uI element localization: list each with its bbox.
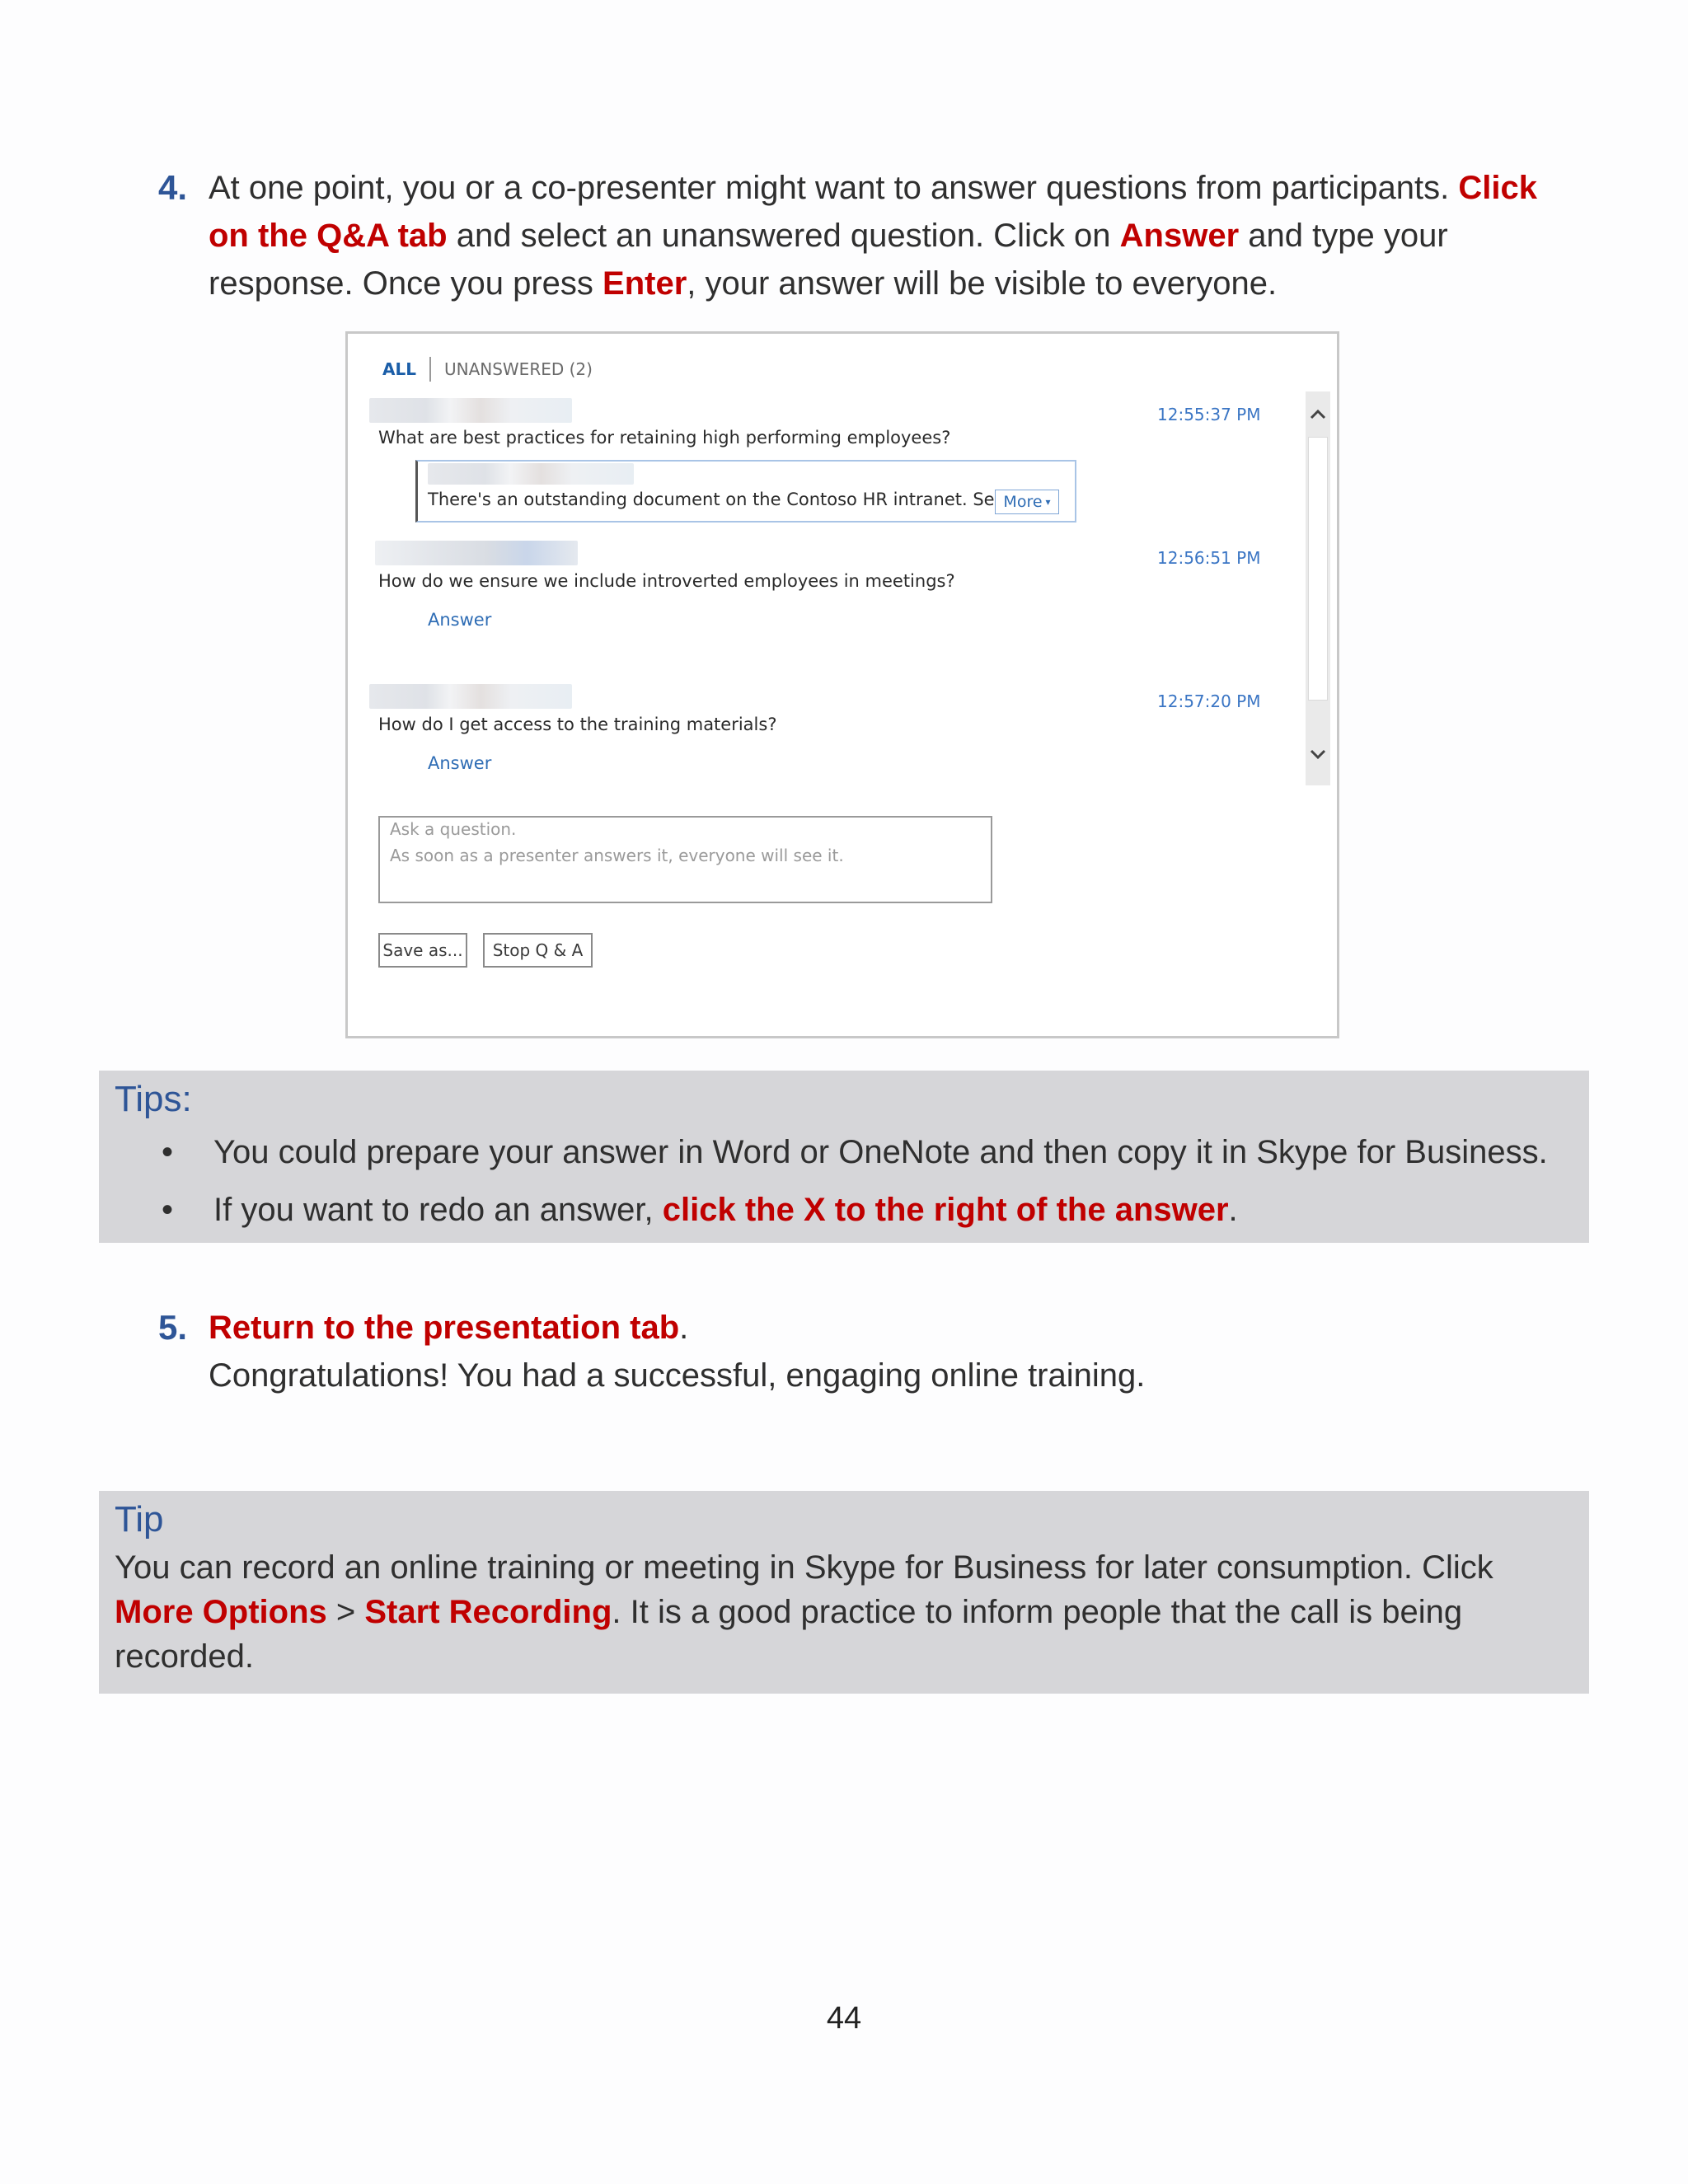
tab-divider: [429, 357, 431, 382]
blurred-name: [375, 541, 578, 565]
question-timestamp: 12:56:51 PM: [1157, 548, 1261, 568]
step-text: .: [679, 1310, 689, 1346]
tip-heading: Tip: [115, 1499, 164, 1540]
emphasis-qa-tab: Click on the Q&A tab: [209, 170, 1537, 254]
tips-heading: Tips:: [115, 1079, 192, 1119]
answer-entry: [415, 460, 1076, 523]
answer-link[interactable]: Answer: [428, 610, 492, 630]
question-text: How do we ensure we include introverted employees in meetings?: [378, 571, 955, 591]
step-text: and type your response. Once you press: [209, 218, 1448, 302]
tip-paragraph: [115, 1545, 1573, 1679]
emphasis-more-options: More Options: [115, 1594, 327, 1630]
bullet-dot: •: [162, 1192, 174, 1228]
emphasis-return-tab: Return to the presentation tab: [209, 1310, 680, 1346]
emphasis-start-recording: Start Recording: [364, 1594, 612, 1630]
tab-all[interactable]: ALL: [382, 359, 416, 379]
question-text: How do I get access to the training materials?: [378, 715, 777, 734]
tip-text: >: [326, 1594, 365, 1630]
answer-text: There's an outstanding document on the Contoso HR intranet. Se: [428, 490, 995, 509]
question-timestamp: 12:55:37 PM: [1157, 405, 1261, 424]
scroll-track[interactable]: [1308, 437, 1328, 701]
bullet-text-part: If you want to redo an answer,: [213, 1192, 663, 1228]
chevron-down-icon: [1309, 748, 1327, 760]
step-5-text: [209, 1304, 1559, 1399]
ask-placeholder-line-1: Ask a question.: [390, 819, 517, 839]
bullet-text: [213, 1189, 1238, 1230]
ask-placeholder-line-2: As soon as a presenter answers it, everyone will see it.: [390, 846, 844, 865]
step-number: 4.: [158, 168, 188, 207]
stop-qa-button[interactable]: Stop Q & A: [483, 933, 593, 968]
qa-tabs: [382, 357, 593, 382]
chevron-up-icon: [1309, 409, 1327, 420]
question-text: What are best practices for retaining high performing employees?: [378, 428, 951, 448]
bullet-text-part: .: [1228, 1192, 1238, 1228]
save-as-button[interactable]: Save as...: [378, 933, 467, 968]
blurred-name: [369, 398, 572, 423]
emphasis-answer: Answer: [1119, 218, 1240, 254]
more-button[interactable]: [995, 490, 1059, 514]
ask-question-input[interactable]: [378, 816, 992, 903]
step-4-text: [209, 164, 1559, 307]
tip-text: You can record an online training or meeting in Skype for Business for later consumption. Click: [115, 1549, 1493, 1586]
bullet-text: You could prepare your answer in Word or OneNote and then copy it in Skype for Business.: [213, 1134, 1548, 1170]
step-5-line-1: [209, 1304, 1559, 1352]
answer-link[interactable]: Answer: [428, 753, 492, 773]
question-timestamp: 12:57:20 PM: [1157, 691, 1261, 711]
page-number: 44: [826, 2001, 862, 2036]
tips-box: [99, 1071, 1589, 1243]
scrollbar[interactable]: [1306, 391, 1330, 785]
scroll-up-button[interactable]: [1306, 398, 1330, 431]
step-4: [158, 164, 1559, 307]
bullet-dot: •: [162, 1134, 174, 1170]
chevron-down-icon: ▾: [1045, 496, 1051, 508]
step-text: At one point, you or a co-presenter might want to answer questions from participants.: [209, 170, 1459, 206]
step-text: , your answer will be visible to everyone.: [687, 265, 1278, 302]
tip-text: . It is a good practice to inform people that the call is being recorded.: [115, 1594, 1463, 1675]
tip-box: [99, 1491, 1589, 1694]
tab-unanswered[interactable]: UNANSWERED (2): [443, 359, 593, 379]
scroll-down-button[interactable]: [1306, 738, 1330, 771]
blurred-name: [369, 684, 572, 709]
qa-screenshot: [345, 331, 1339, 1038]
emphasis-click-x: click the X to the right of the answer: [662, 1192, 1229, 1228]
step-text: and select an unanswered question. Click on: [447, 218, 1120, 254]
step-number: 5.: [158, 1308, 188, 1347]
emphasis-enter: Enter: [603, 265, 687, 302]
blurred-name: [428, 463, 634, 485]
step-5: [158, 1304, 1559, 1399]
more-label: More: [1003, 493, 1043, 511]
step-5-line-2: Congratulations! You had a successful, engaging online training.: [209, 1357, 1146, 1394]
